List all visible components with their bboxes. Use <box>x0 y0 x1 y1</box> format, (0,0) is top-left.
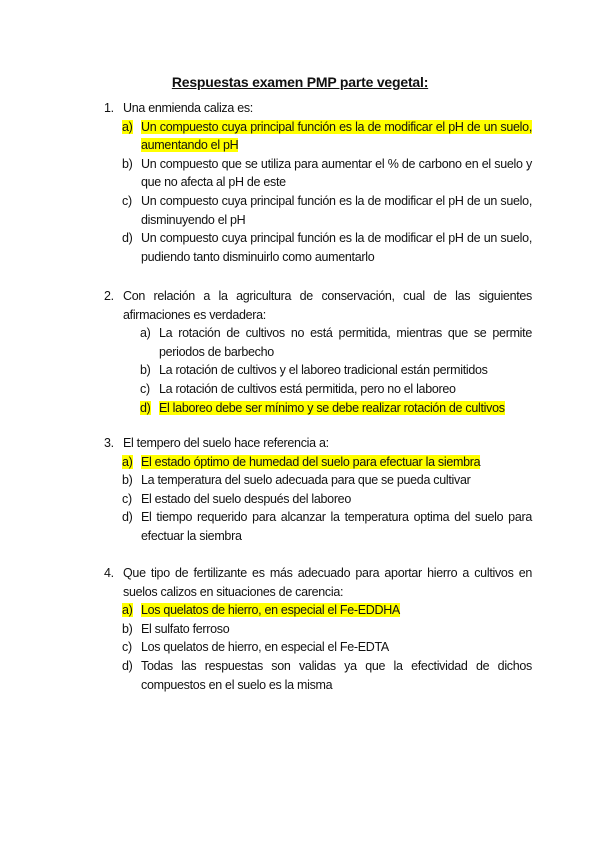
option <box>122 657 532 694</box>
option-text: Los quelatos de hierro, en especial el Fe-EDTA <box>141 640 389 655</box>
option-letter: d) <box>122 510 133 525</box>
option-letter: d) <box>122 231 133 246</box>
option-text: Todas las respuestas son validas ya que la efectividad de dichos compuestos en el suelo es la misma <box>141 658 532 692</box>
option-letter: a) <box>140 326 151 341</box>
option-text: La rotación de cultivos y el laboreo tradicional están permitidos <box>159 363 488 378</box>
option <box>122 490 532 509</box>
option-text: Un compuesto cuya principal función es la de modificar el pH de un suelo, aumentando el pH <box>141 119 532 153</box>
option-text: Los quelatos de hierro, en especial el Fe-EDDHA <box>141 603 400 618</box>
option-letter: c) <box>140 381 150 396</box>
option-text: Un compuesto que se utiliza para aumentar el % de carbono en el suelo y que no afecta al pH de este <box>141 156 532 190</box>
question-2 <box>104 287 532 417</box>
option-letter: a) <box>122 119 133 134</box>
option-letter: d) <box>122 658 133 673</box>
question-text: El tempero del suelo hace referencia a: <box>123 436 329 450</box>
option-text: Un compuesto cuya principal función es la de modificar el pH de un suelo, pudiendo tanto disminuirlo como aumentarlo <box>141 231 532 264</box>
option <box>122 638 532 657</box>
option-text: La rotación de cultivos está permitida, pero no el laboreo <box>159 381 456 396</box>
option <box>122 192 532 229</box>
option-text: El sulfato ferroso <box>141 621 230 636</box>
question-text: Con relación a la agricultura de conservación, cual de las siguientes afirmaciones es verdadera: <box>123 289 532 322</box>
option-letter: a) <box>122 603 133 618</box>
option-letter: c) <box>122 193 132 208</box>
option <box>122 620 532 639</box>
option-letter: b) <box>122 156 133 171</box>
question-number: 3. <box>104 436 114 450</box>
option-letter: b) <box>122 621 133 636</box>
option-text: El tiempo requerido para alcanzar la temperatura optima del suelo para efectuar la siembra <box>141 510 532 543</box>
option <box>122 508 532 545</box>
option-correct <box>140 399 532 418</box>
option <box>140 380 532 399</box>
option-letter: d) <box>140 400 151 415</box>
question-text: Una enmienda caliza es: <box>123 101 253 115</box>
option-letter: c) <box>122 491 132 506</box>
option <box>140 361 532 380</box>
option-correct <box>122 118 532 155</box>
option-text: La temperatura del suelo adecuada para que se pueda cultivar <box>141 473 471 488</box>
document-title: Respuestas examen PMP parte vegetal: <box>171 74 429 90</box>
option <box>122 155 532 192</box>
question-4 <box>104 564 532 694</box>
option-text: El laboreo debe ser mínimo y se debe realizar rotación de cultivos <box>159 400 505 415</box>
option-letter: c) <box>122 640 132 655</box>
option <box>122 471 532 490</box>
option <box>122 229 532 266</box>
question-number: 4. <box>104 566 114 580</box>
option-correct <box>122 453 532 472</box>
option-text: El estado óptimo de humedad del suelo para efectuar la siembra <box>141 454 481 469</box>
option-letter: a) <box>122 454 133 469</box>
option-text: Un compuesto cuya principal función es la de modificar el pH de un suelo, disminuyendo el pH <box>141 193 532 227</box>
option-letter: b) <box>122 473 133 488</box>
option-correct <box>122 601 532 620</box>
question-number: 2. <box>104 289 114 303</box>
question-number: 1. <box>104 101 114 115</box>
option-text: La rotación de cultivos no está permitida, mientras que se permite periodos de barbecho <box>159 326 532 359</box>
question-3 <box>104 434 532 546</box>
question-text: Que tipo de fertilizante es más adecuado para aportar hierro a cultivos en suelos calizos en situaciones de carencia: <box>123 566 532 599</box>
option-text: El estado del suelo después del laboreo <box>141 491 351 506</box>
option <box>140 324 532 361</box>
question-1 <box>104 99 532 266</box>
option-letter: b) <box>140 363 151 378</box>
